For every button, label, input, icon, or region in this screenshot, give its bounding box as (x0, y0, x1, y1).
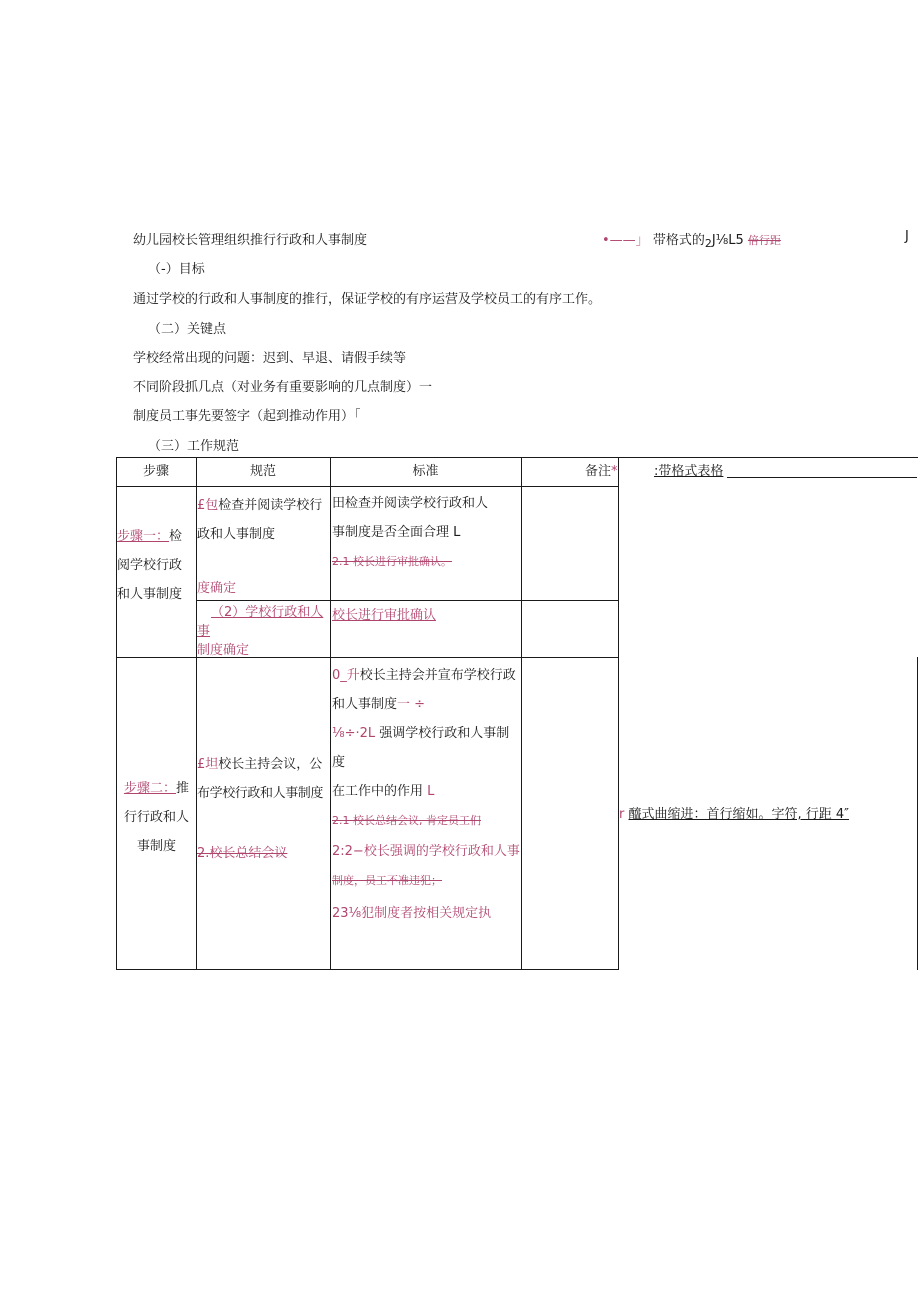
step-two-text: 事制度 (136, 839, 176, 854)
step-two-text: 推 (176, 781, 190, 796)
step-one-norm (197, 491, 330, 549)
step-one-standard (332, 489, 521, 576)
step-two-text: 行行政和人 (123, 810, 189, 825)
standard-revision-text: 2:2−校长强调的学校行政和人事 (332, 844, 520, 859)
norm-text: 校长主持会议，公 (218, 757, 323, 772)
step-two-cell (117, 774, 196, 861)
step-two-standard (332, 661, 521, 835)
revision-subscript: 2 (704, 237, 712, 250)
norm-deleted-text: 2.校长总结会议 (197, 846, 288, 861)
revision-prefix: £坦 (197, 757, 219, 772)
table-header-norm: 规范 (249, 464, 276, 479)
table-header-standard: 标准 (412, 464, 439, 479)
standard-text: 田检查并阅读学校行政和人 (332, 496, 489, 511)
norm-revision-text: 度确定 (197, 581, 237, 596)
key-heading: （二）关键点 (148, 322, 227, 337)
revision-prefix: £包 (197, 498, 219, 513)
standard-text: 校长主持会并宣布学校行政 (359, 668, 516, 683)
standard-mark: L (453, 525, 461, 540)
norm-text: 布学校行政和人事制度 (197, 786, 324, 801)
table-header-step: 步骤 (142, 464, 169, 479)
revision-deleted-text: 倍行距 (747, 234, 781, 247)
standard-deleted-text: 2.1 校长进行审批确认。 (332, 555, 452, 568)
revision-dash: •——」 (602, 233, 649, 248)
step-one-text: 阅学校行政 (117, 558, 183, 573)
key-item: 不同阶段抓几点（对业务有重要影响的几点制度）一 (133, 380, 433, 395)
table-header-remark (585, 457, 618, 486)
sub-norm-text: （2）学校行政和人 (211, 605, 324, 620)
standard-deleted-text: 2.1 校长总结会议, 肯定员工们 (332, 814, 481, 827)
revision-format-marker[interactable] (602, 229, 781, 250)
standard-mark: L (427, 784, 435, 799)
step-two-norm (197, 750, 330, 808)
table-format-revision[interactable] (654, 457, 723, 486)
revision-prefix: ⅛÷·2L (332, 726, 376, 741)
table-format-label: :带格式表格 (654, 464, 724, 479)
revision-code: J⅛L5 (711, 233, 744, 248)
sub-norm-text: 事 (197, 624, 211, 639)
revision-prefix: r (619, 807, 625, 822)
standard-mark: 一 ÷ (397, 697, 426, 712)
standard-text: 强调学校行政和人事制度 (332, 726, 510, 770)
standard-deleted-text: 制度，员工不准违犯； (332, 874, 442, 887)
step-one-text: 和人事制度 (117, 587, 183, 602)
norm-text: 检查并阅读学校行 (218, 498, 323, 513)
sub-norm-clipped-text: 制度确定 (197, 643, 250, 658)
step-one-text: 检 (169, 529, 183, 544)
step-one-sub-norm (197, 601, 330, 659)
step-one-prefix: 步骤一： (117, 529, 170, 544)
standard-text: 在工作中的作用 (332, 784, 424, 799)
goal-heading: （-）目标 (148, 262, 205, 277)
norm-text: 政和人事制度 (197, 527, 276, 542)
key-item: 制度员工事先要签字（起到推动作用）「 (133, 409, 361, 424)
norm-heading: （三）工作规范 (148, 439, 240, 454)
table-header-star: * (611, 464, 618, 479)
step-one-cell (117, 522, 196, 609)
standard-text: 事制度是否全面合理 (332, 525, 450, 540)
goal-text: 通过学校的行政和人事制度的推行，保证学校的有序运营及学校员工的有序工作。 (133, 292, 602, 307)
indent-format-label: 醯式曲缩进：首行缩如。字符, 行距 4″ (628, 807, 850, 822)
indent-format-revision[interactable] (619, 800, 849, 829)
document-title: 幼儿园校长管理组织推行行政和人事制度 (133, 233, 368, 248)
revision-right-bracket: J (905, 229, 909, 244)
step-two-prefix: 步骤二： (123, 781, 176, 796)
key-item: 学校经常出现的问题：迟到、早退、请假手续等 (133, 351, 407, 366)
revision-prefix: 0_升 (332, 668, 360, 683)
standard-revision-text: 23⅛犯制度者按相关规定执 (332, 906, 492, 921)
sub-standard-text: 校长进行审批确认 (332, 608, 437, 623)
revision-format-label: 带格式的 (652, 233, 705, 248)
table-header-remark-label: 备注 (585, 464, 612, 479)
standard-text: 和人事制度 (332, 697, 398, 712)
